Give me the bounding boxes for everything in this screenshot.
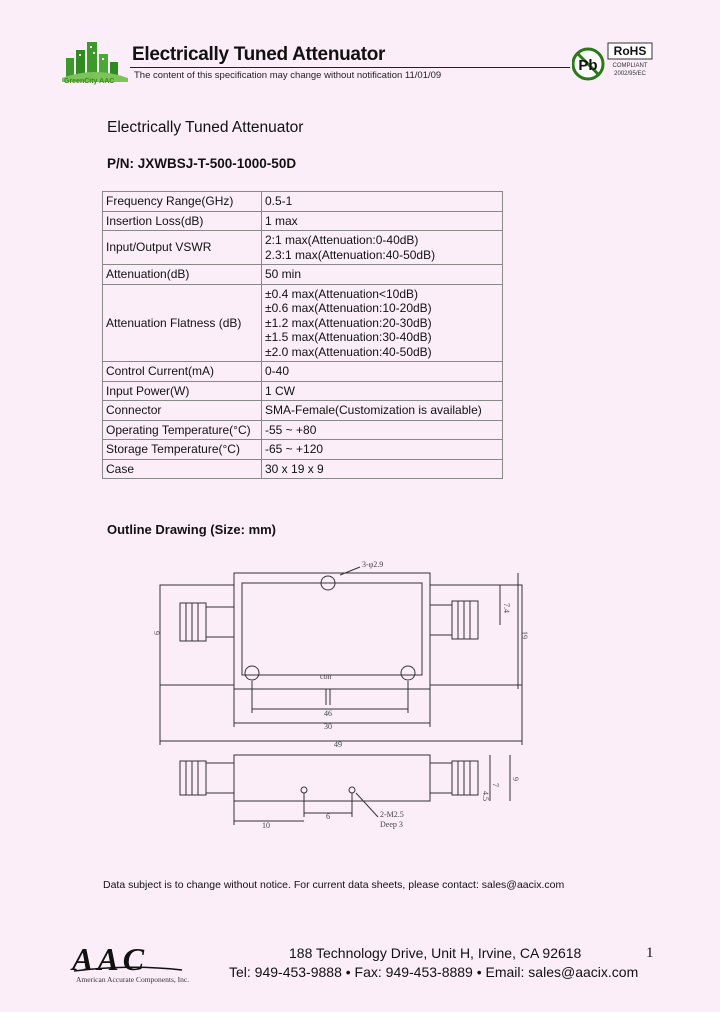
spec-label: Input Power(W) [103,381,262,401]
spec-value [262,401,503,421]
label-x6: 6 [326,812,330,821]
part-number: P/N: JXWBSJ-T-500-1000-50D [107,156,297,171]
spec-value [262,459,503,479]
header-divider [130,67,570,68]
spec-row [103,420,503,440]
rohs-label: RoHS [613,44,647,58]
spec-label: Connector [103,401,262,421]
label-holes: 3-φ2.9 [362,560,384,569]
spec-row [103,459,503,479]
header-notice: The content of this specification may change without notification 11/01/09 [134,70,442,81]
company-contact: Tel: 949-453-9888 • Fax: 949-453-8889 • Email: sales@aacix.com [229,964,639,980]
spec-value-line: 0-40 [265,364,290,378]
spec-value-line: 2.3:1 max(Attenuation:40-50dB) [265,247,436,262]
spec-label: Operating Temperature(°C) [103,420,262,440]
footer-note: Data subject is to change without notice. For current data sheets, please contact: sales@aacix.com [103,879,565,891]
spec-value [262,440,503,460]
spec-value-line: 1 max [265,213,298,228]
rohs-directive: 2002/95/EC [614,71,646,77]
spec-value-line: ±2.0 max(Attenuation:40-50dB) [265,344,432,359]
header-title: Electrically Tuned Attenuator [132,44,386,65]
spec-row [103,362,503,382]
spec-value-line: 30 x 19 x 9 [265,461,324,476]
spec-row [103,401,503,421]
spec-label: Attenuation Flatness (dB) [103,284,262,362]
label-h19: 19 [520,631,529,639]
company-name: American Accurate Components, Inc. [76,975,190,984]
spec-value [262,284,503,362]
spec-label: Storage Temperature(°C) [103,440,262,460]
spec-row [103,192,503,212]
spec-value-line: ±1.2 max(Attenuation:20-30dB) [265,315,432,330]
spec-label: Input/Output VSWR [103,231,262,265]
label-deep: Deep 3 [380,820,403,829]
outline-drawing [150,555,530,835]
spec-value [262,211,503,231]
outline-title: Outline Drawing (Size: mm) [107,522,277,537]
spec-label: Frequency Range(GHz) [103,192,262,212]
spec-value-line: -65 ~ +120 [265,442,324,456]
rohs-compliant: COMPLIANT [612,63,648,69]
spec-label: Attenuation(dB) [103,265,262,285]
spec-label: Control Current(mA) [103,362,262,382]
greencity-logo-text: GreenCity AAC [64,78,115,85]
spec-value [262,362,503,382]
spec-row [103,265,503,285]
spec-value-line: ±0.4 max(Attenuation<10dB) [265,286,419,301]
label-w30: 30 [324,722,332,731]
spec-row [103,381,503,401]
label-con: con [320,672,332,681]
label-h9b: 9 [511,777,520,781]
spec-row [103,284,503,362]
spec-value-line: 50 min [265,267,302,281]
spec-value [262,231,503,265]
page-number: 1 [646,945,654,961]
spec-value [262,381,503,401]
label-thread: 2-M2.5 [380,810,404,819]
aac-logo-text: AAC [72,941,149,977]
label-h7: 7 [491,783,500,787]
label-h74: 7.4 [502,603,511,613]
spec-value-line: ±1.5 max(Attenuation:30-40dB) [265,330,432,344]
label-h9: 9 [152,631,161,635]
spec-value [262,192,503,212]
spec-value-line: -55 ~ +80 [265,422,317,437]
label-x10: 10 [262,821,270,830]
spec-value-line: 1 CW [265,383,295,398]
spec-value-line: 0.5-1 [265,194,293,208]
spec-value-line: 2:1 max(Attenuation:0-40dB) [265,233,419,247]
spec-value [262,265,503,285]
rohs-badge [572,40,656,84]
pb-label: Pb [578,57,598,74]
label-h45: 4.5 [481,791,490,801]
document-title: Electrically Tuned Attenuator [107,119,304,136]
spec-value-line: SMA-Female(Customization is available) [265,403,482,417]
spec-row [103,211,503,231]
spec-value [262,420,503,440]
company-address: 188 Technology Drive, Unit H, Irvine, CA 92618 [289,945,582,961]
label-w46: 46 [324,709,332,718]
spec-label: Insertion Loss(dB) [103,211,262,231]
spec-row [103,440,503,460]
spec-value-line: ±0.6 max(Attenuation:10-20dB) [265,301,432,315]
label-w49: 49 [334,740,342,749]
spec-label: Case [103,459,262,479]
spec-row [103,231,503,265]
spec-table [102,191,503,479]
